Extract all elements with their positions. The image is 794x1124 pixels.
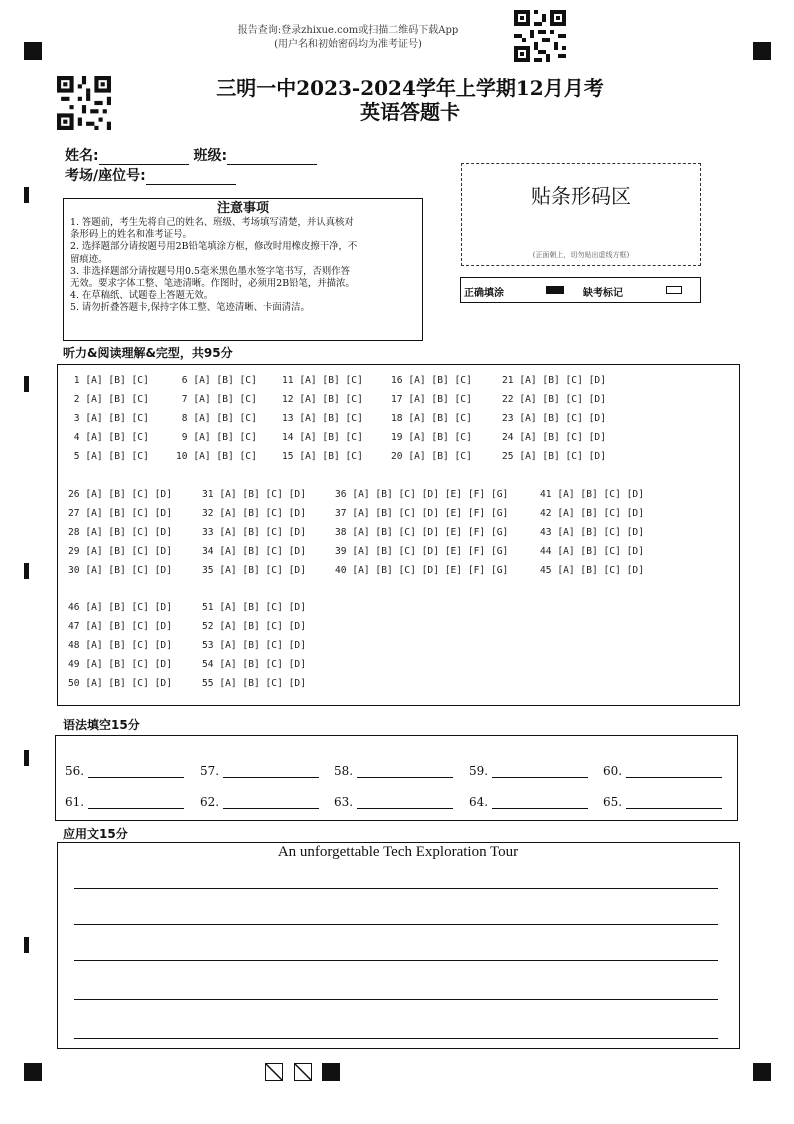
choice-question[interactable]: 21 [A] [B] [C] [D] bbox=[502, 375, 606, 386]
choice-question[interactable]: 53 [A] [B] [C] [D] bbox=[202, 640, 306, 651]
blank-line[interactable] bbox=[88, 796, 184, 809]
correct-fill-label: 正确填涂 bbox=[464, 288, 504, 299]
choice-question[interactable]: 55 [A] [B] [C] [D] bbox=[202, 678, 306, 689]
blank-number: 61. bbox=[65, 795, 85, 809]
timing-mark bbox=[24, 563, 29, 579]
timing-mark bbox=[24, 376, 29, 392]
blank-line[interactable] bbox=[626, 796, 722, 809]
choice-question[interactable]: 28 [A] [B] [C] [D] bbox=[68, 527, 172, 538]
fill-legend bbox=[460, 277, 701, 303]
qr-code-icon[interactable] bbox=[514, 10, 566, 62]
instruction-line: 留痕迹。 bbox=[70, 253, 108, 265]
seat-info-row bbox=[65, 165, 236, 185]
blank-number: 58. bbox=[334, 764, 354, 778]
timing-mark bbox=[24, 187, 29, 203]
choice-question[interactable]: 7 [A] [B] [C] bbox=[176, 394, 257, 405]
choice-question[interactable]: 46 [A] [B] [C] [D] bbox=[68, 602, 172, 613]
instructions-box bbox=[63, 198, 423, 341]
barcode-label: 贴条形码区 bbox=[531, 184, 631, 208]
absent-mark-box[interactable] bbox=[666, 286, 682, 294]
choice-question[interactable]: 25 [A] [B] [C] [D] bbox=[502, 451, 606, 462]
blank-number: 65. bbox=[603, 795, 623, 809]
choice-question[interactable]: 30 [A] [B] [C] [D] bbox=[68, 565, 172, 576]
blank-number: 56. bbox=[65, 764, 85, 778]
choice-question[interactable]: 34 [A] [B] [C] [D] bbox=[202, 546, 306, 557]
choice-question[interactable]: 32 [A] [B] [C] [D] bbox=[202, 508, 306, 519]
choice-question[interactable]: 45 [A] [B] [C] [D] bbox=[540, 565, 644, 576]
writing-line[interactable] bbox=[74, 960, 718, 961]
choice-question[interactable]: 22 [A] [B] [C] [D] bbox=[502, 394, 606, 405]
choice-question[interactable]: 6 [A] [B] [C] bbox=[176, 375, 257, 386]
choice-question[interactable]: 36 [A] [B] [C] [D] [E] [F] [G] bbox=[335, 489, 509, 500]
choice-question[interactable]: 15 [A] [B] [C] bbox=[282, 451, 363, 462]
instruction-line: 5. 请勿折叠答题卡,保持字体工整、笔迹清晰、卡面清洁。 bbox=[70, 302, 310, 314]
choice-question[interactable]: 18 [A] [B] [C] bbox=[391, 413, 472, 424]
blank-item[interactable] bbox=[603, 764, 722, 778]
credential-hint-line: (用户名和初始密码均为准考证号) bbox=[274, 39, 422, 50]
name-label: 姓名: bbox=[65, 148, 99, 164]
exam-title: 三明一中2023-2024学年上学期12月月考 bbox=[216, 76, 604, 100]
choice-question[interactable]: 4 [A] [B] [C] bbox=[68, 432, 149, 443]
blank-number: 64. bbox=[469, 795, 489, 809]
blank-line[interactable] bbox=[626, 765, 722, 778]
choice-question[interactable]: 49 [A] [B] [C] [D] bbox=[68, 659, 172, 670]
instruction-line: 2. 选择题部分请按题号用2B铅笔填涂方框，修改时用橡皮擦干净，不 bbox=[70, 241, 358, 253]
choice-question[interactable]: 2 [A] [B] [C] bbox=[68, 394, 149, 405]
choice-question[interactable]: 14 [A] [B] [C] bbox=[282, 432, 363, 443]
choice-question[interactable]: 11 [A] [B] [C] bbox=[282, 375, 363, 386]
blank-number: 57. bbox=[200, 764, 220, 778]
choice-question[interactable]: 41 [A] [B] [C] [D] bbox=[540, 489, 644, 500]
blank-line[interactable] bbox=[492, 765, 588, 778]
choice-question[interactable]: 31 [A] [B] [C] [D] bbox=[202, 489, 306, 500]
timing-mark bbox=[24, 937, 29, 953]
choice-question[interactable]: 19 [A] [B] [C] bbox=[391, 432, 472, 443]
correct-fill-sample bbox=[546, 286, 564, 294]
blank-number: 60. bbox=[603, 764, 623, 778]
choice-question[interactable]: 23 [A] [B] [C] [D] bbox=[502, 413, 606, 424]
choice-question[interactable]: 54 [A] [B] [C] [D] bbox=[202, 659, 306, 670]
choice-question[interactable]: 3 [A] [B] [C] bbox=[68, 413, 149, 424]
class-label: 班级: bbox=[193, 148, 228, 164]
choice-question[interactable]: 50 [A] [B] [C] [D] bbox=[68, 678, 172, 689]
choice-question[interactable]: 5 [A] [B] [C] bbox=[68, 451, 149, 462]
blank-line[interactable] bbox=[357, 765, 453, 778]
choice-question[interactable]: 24 [A] [B] [C] [D] bbox=[502, 432, 606, 443]
choice-question[interactable]: 1 [A] [B] [C] bbox=[68, 375, 149, 386]
seat-label: 考场/座位号: bbox=[65, 168, 146, 184]
blank-item[interactable] bbox=[469, 764, 588, 778]
blank-number: 63. bbox=[334, 795, 354, 809]
instructions-title: 注意事项 bbox=[216, 201, 269, 216]
choice-question[interactable]: 9 [A] [B] [C] bbox=[176, 432, 257, 443]
choice-question[interactable]: 26 [A] [B] [C] [D] bbox=[68, 489, 172, 500]
choice-question[interactable]: 35 [A] [B] [C] [D] bbox=[202, 565, 306, 576]
choice-question[interactable]: 10 [A] [B] [C] bbox=[176, 451, 257, 462]
blank-item[interactable] bbox=[200, 795, 319, 809]
choice-question[interactable]: 51 [A] [B] [C] [D] bbox=[202, 602, 306, 613]
barcode-area[interactable] bbox=[461, 163, 701, 266]
barcode-hint: (正面朝上，切勿贴出虚线方框) bbox=[532, 251, 630, 259]
choice-question[interactable]: 27 [A] [B] [C] [D] bbox=[68, 508, 172, 519]
essay-title: An unforgettable Tech Exploration Tour bbox=[277, 844, 519, 860]
choice-question[interactable]: 47 [A] [B] [C] [D] bbox=[68, 621, 172, 632]
instruction-line: 条形码上的姓名和准考证号。 bbox=[70, 229, 192, 241]
choice-question[interactable]: 13 [A] [B] [C] bbox=[282, 413, 363, 424]
choice-question[interactable]: 16 [A] [B] [C] bbox=[391, 375, 472, 386]
registration-mark-top-right bbox=[753, 42, 771, 60]
instruction-line: 4. 在草稿纸、试题卷上答题无效。 bbox=[70, 290, 214, 302]
instruction-line: 3. 非选择题部分请按题号用0.5毫米黑色墨水签字笔书写，否则作答 bbox=[70, 265, 350, 277]
name-field[interactable] bbox=[99, 150, 189, 165]
timing-mark bbox=[24, 750, 29, 766]
blank-item[interactable] bbox=[603, 795, 722, 809]
choice-question[interactable]: 20 [A] [B] [C] bbox=[391, 451, 472, 462]
page-title bbox=[200, 76, 620, 124]
choice-question[interactable]: 8 [A] [B] [C] bbox=[176, 413, 257, 424]
registration-mark-bottom-right bbox=[753, 1063, 771, 1081]
blank-line[interactable] bbox=[223, 796, 319, 809]
grammar-fill-box bbox=[55, 735, 738, 821]
blank-item[interactable] bbox=[469, 795, 588, 809]
choice-question[interactable]: 43 [A] [B] [C] [D] bbox=[540, 527, 644, 538]
choice-question[interactable]: 37 [A] [B] [C] [D] [E] [F] [G] bbox=[335, 508, 509, 519]
instruction-line: 无效。要求字体工整、笔迹清晰。作图时，必须用2B铅笔，并描浓。 bbox=[70, 278, 355, 290]
blank-item[interactable] bbox=[200, 764, 319, 778]
page-mark-slash-icon bbox=[294, 1063, 312, 1081]
registration-mark-top-left bbox=[24, 42, 42, 60]
section-title-writing: 应用文15分 bbox=[63, 827, 128, 841]
choice-question[interactable]: 39 [A] [B] [C] [D] [E] [F] [G] bbox=[335, 546, 509, 557]
class-field[interactable] bbox=[227, 150, 317, 165]
blank-line[interactable] bbox=[492, 796, 588, 809]
page-mark-slash-icon bbox=[265, 1063, 283, 1081]
writing-line[interactable] bbox=[74, 999, 718, 1000]
choice-question[interactable]: 44 [A] [B] [C] [D] bbox=[540, 546, 644, 557]
section-title-grammar: 语法填空15分 bbox=[63, 718, 140, 732]
card-subtitle: 英语答题卡 bbox=[360, 100, 460, 124]
blank-item[interactable] bbox=[334, 764, 453, 778]
writing-line[interactable] bbox=[74, 924, 718, 925]
choice-answer-box bbox=[57, 364, 740, 706]
instruction-line: 1. 答题前，考生先将自己的姓名、班级、考场填写清楚，并认真核对 bbox=[70, 217, 354, 228]
blank-item[interactable] bbox=[65, 764, 184, 778]
report-query-line: 报告查询:登录zhixue.com或扫描二维码下载App bbox=[237, 25, 459, 36]
page-mark-solid bbox=[322, 1063, 340, 1081]
writing-line[interactable] bbox=[74, 1038, 718, 1039]
choice-question[interactable]: 17 [A] [B] [C] bbox=[391, 394, 472, 405]
choice-question[interactable]: 38 [A] [B] [C] [D] [E] [F] [G] bbox=[335, 527, 509, 538]
blank-number: 59. bbox=[469, 764, 489, 778]
blank-line[interactable] bbox=[223, 765, 319, 778]
writing-box bbox=[57, 842, 740, 1049]
choice-question[interactable]: 40 [A] [B] [C] [D] [E] [F] [G] bbox=[335, 565, 509, 576]
choice-question[interactable]: 12 [A] [B] [C] bbox=[282, 394, 363, 405]
blank-item[interactable] bbox=[65, 795, 184, 809]
blank-line[interactable] bbox=[357, 796, 453, 809]
report-query-note bbox=[200, 24, 496, 52]
blank-number: 62. bbox=[200, 795, 220, 809]
student-info-row bbox=[65, 145, 317, 165]
blank-item[interactable] bbox=[334, 795, 453, 809]
absent-mark-label: 缺考标记 bbox=[583, 288, 623, 299]
blank-line[interactable] bbox=[88, 765, 184, 778]
choice-question[interactable]: 42 [A] [B] [C] [D] bbox=[540, 508, 644, 519]
qr-code-icon[interactable] bbox=[57, 76, 111, 130]
writing-line[interactable] bbox=[74, 888, 718, 889]
seat-field[interactable] bbox=[146, 170, 236, 185]
choice-question[interactable]: 48 [A] [B] [C] [D] bbox=[68, 640, 172, 651]
registration-mark-bottom-left bbox=[24, 1063, 42, 1081]
choice-question[interactable]: 33 [A] [B] [C] [D] bbox=[202, 527, 306, 538]
choice-question[interactable]: 52 [A] [B] [C] [D] bbox=[202, 621, 306, 632]
section-title-listening-reading: 听力&阅读理解&完型，共95分 bbox=[63, 346, 233, 360]
choice-question[interactable]: 29 [A] [B] [C] [D] bbox=[68, 546, 172, 557]
